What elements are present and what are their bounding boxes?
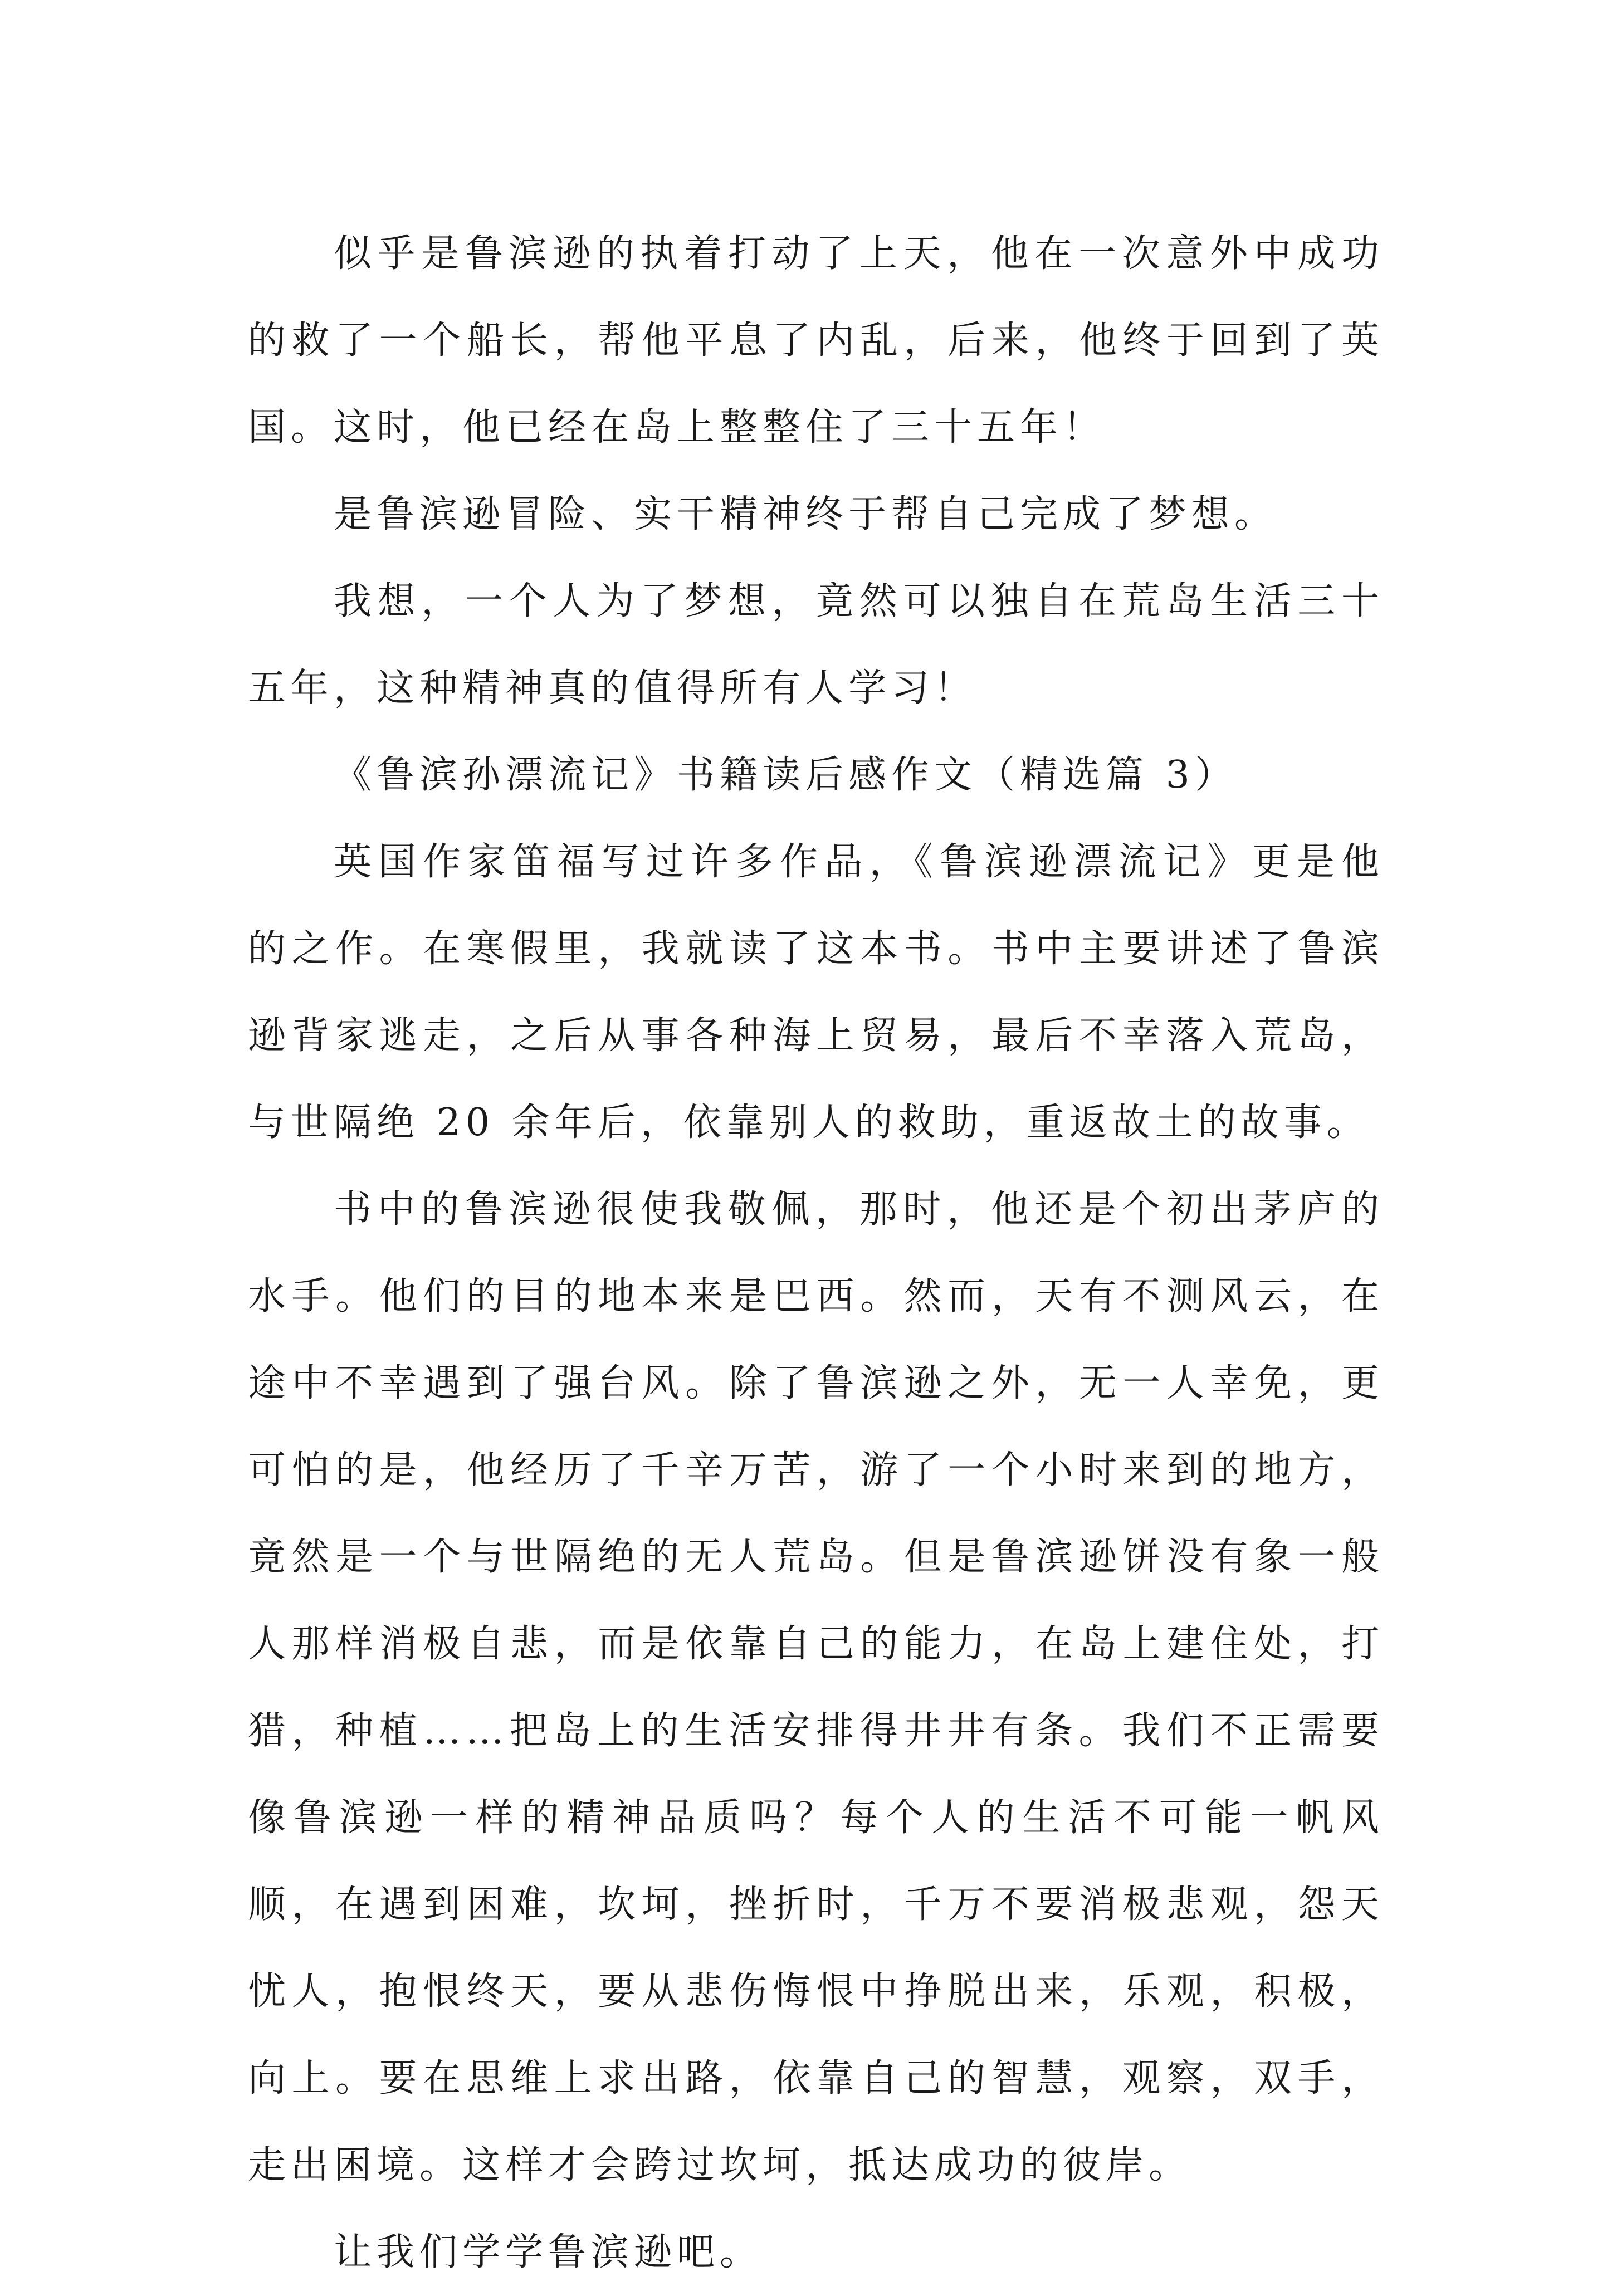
paragraph-6: 让我们学学鲁滨逊吧。: [334, 2230, 763, 2274]
document-body: [248, 211, 1384, 2296]
paragraph-2: 是鲁滨逊冒险、实干精神终于帮自己完成了梦想。: [334, 492, 1278, 536]
paragraph-3: 我想，一个人为了梦想，竟然可以独自在荒岛生活三十五年，这种精神真的值得所有人学习！: [248, 579, 1384, 710]
paragraph-1: 似乎是鲁滨逊的执着打动了上天，他在一次意外中成功的救了一个船长，帮他平息了内乱，后来，他终于回到了英国。这时，他已经在岛上整整住了三十五年！: [248, 232, 1384, 450]
paragraph-4: 英国作家笛福写过许多作品，《鲁滨逊漂流记》更是他的之作。在寒假里，我就读了这本书。书中主要讲述了鲁滨逊背家逃走，之后从事各种海上贸易，最后不幸落入荒岛，与世隔绝 20 余年后，依靠别人的救助，重返故土的故事。: [248, 840, 1384, 1145]
paragraph-5: 书中的鲁滨逊很使我敬佩，那时，他还是个初出茅庐的水手。他们的目的地本来是巴西。然而，天有不测风云，在途中不幸遇到了强台风。除了鲁滨逊之外，无一人幸免，更可怕的是，他经历了千辛万苦，游了一个小时来到的地方，竟然是一个与世隔绝的无人荒岛。但是鲁滨逊饼没有象一般人那样消极自悲，而是依靠自己的能力，在岛上建住处，打猎，种植……把岛上的生活安排得井井有条。我们不正需要像鲁滨逊一样的精神品质吗？每个人的生活不可能一帆风顺，在遇到困难，坎坷，挫折时，千万不要消极悲观，怨天忧人，抱恨终天，要从悲伤悔恨中挣脱出来，乐观，积极，向上。要在思维上求出路，依靠自己的智慧，观察，双手，走出困境。这样才会跨过坎坷，抵达成功的彼岸。: [248, 1188, 1384, 2187]
section-heading: 《鲁滨孙漂流记》书籍读后感作文（精选篇 3）: [334, 753, 1238, 797]
